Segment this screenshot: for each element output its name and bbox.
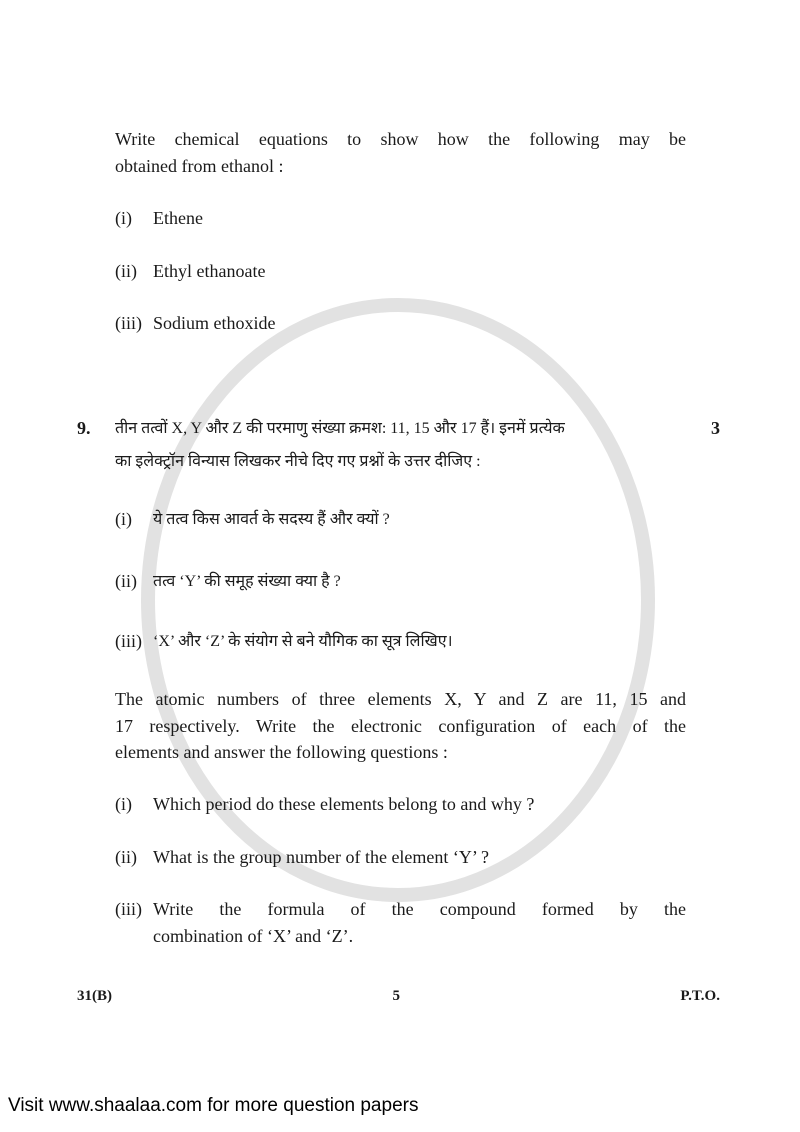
en-item (115, 899, 686, 946)
intro-line-1: Write chemical equations to show how the following may be (115, 129, 686, 149)
q9-hindi-line-1: तीन तत्वों X, Y और Z की परमाणु संख्या क्रमश: 11, 15 और 17 हैं। इनमें प्रत्येक (115, 420, 565, 437)
q9-en-line-1: The atomic numbers of three elements X, Y and Z are 11, 15 and (115, 689, 686, 709)
intro-item-num: (i) (115, 208, 132, 228)
hindi-item-num: (iii) (115, 631, 142, 651)
footer (77, 986, 720, 1006)
page-content (77, 129, 720, 1006)
hindi-item (115, 509, 686, 531)
hindi-item-text: ‘X’ और ‘Z’ के संयोग से बने यौगिक का सूत्र लिखिए। (153, 633, 453, 650)
en-item-text: Which period do these elements belong to and why ? (153, 794, 535, 814)
question-9-header (77, 418, 720, 440)
hindi-item (115, 631, 686, 653)
en-item (115, 847, 686, 867)
footer-paper-code: 31(B) (77, 988, 112, 1004)
question-marks: 3 (711, 418, 720, 438)
en-item-text-group (153, 899, 686, 946)
footer-pto: P.T.O. (680, 988, 720, 1004)
intro-item-num: (ii) (115, 261, 137, 281)
en-item-num: (iii) (115, 899, 142, 919)
en-item-num: (i) (115, 794, 132, 814)
intro-item (115, 313, 686, 333)
footer-page-number: 5 (392, 988, 400, 1004)
en-item-text-cont: combination of ‘X’ and ‘Z’. (153, 926, 354, 946)
intro-item-num: (iii) (115, 313, 142, 333)
hindi-item (115, 571, 686, 593)
hindi-item-num: (i) (115, 509, 132, 529)
bottom-link[interactable]: Visit www.shaalaa.com for more question papers (8, 1095, 419, 1116)
en-item (115, 794, 686, 814)
intro-item (115, 261, 686, 281)
intro-item-text: Ethyl ethanoate (153, 261, 266, 281)
q9-en-line-2: 17 respectively. Write the electronic configuration of each of the (115, 716, 686, 736)
question-number: 9. (77, 418, 91, 438)
intro-item-text: Ethene (153, 208, 203, 228)
hindi-item-num: (ii) (115, 571, 137, 591)
en-item-text: What is the group number of the element ‘Y’ ? (153, 847, 490, 867)
intro-item (115, 208, 686, 228)
intro-line-2: obtained from ethanol : (115, 156, 284, 176)
en-item-text: Write the formula of the compound formed by the (153, 899, 686, 919)
en-item-num: (ii) (115, 847, 137, 867)
intro-item-text: Sodium ethoxide (153, 313, 276, 333)
hindi-item-text: ये तत्व किस आवर्त के सदस्य हैं और क्यों ? (153, 511, 390, 528)
hindi-item-text: तत्व ‘Y’ की समूह संख्या क्या है ? (153, 573, 341, 590)
q9-en-line-3: elements and answer the following questions : (115, 742, 448, 762)
q9-hindi-line-2: का इलेक्ट्रॉन विन्यास लिखकर नीचे दिए गए प्रश्नों के उत्तर दीजिए : (115, 453, 481, 470)
